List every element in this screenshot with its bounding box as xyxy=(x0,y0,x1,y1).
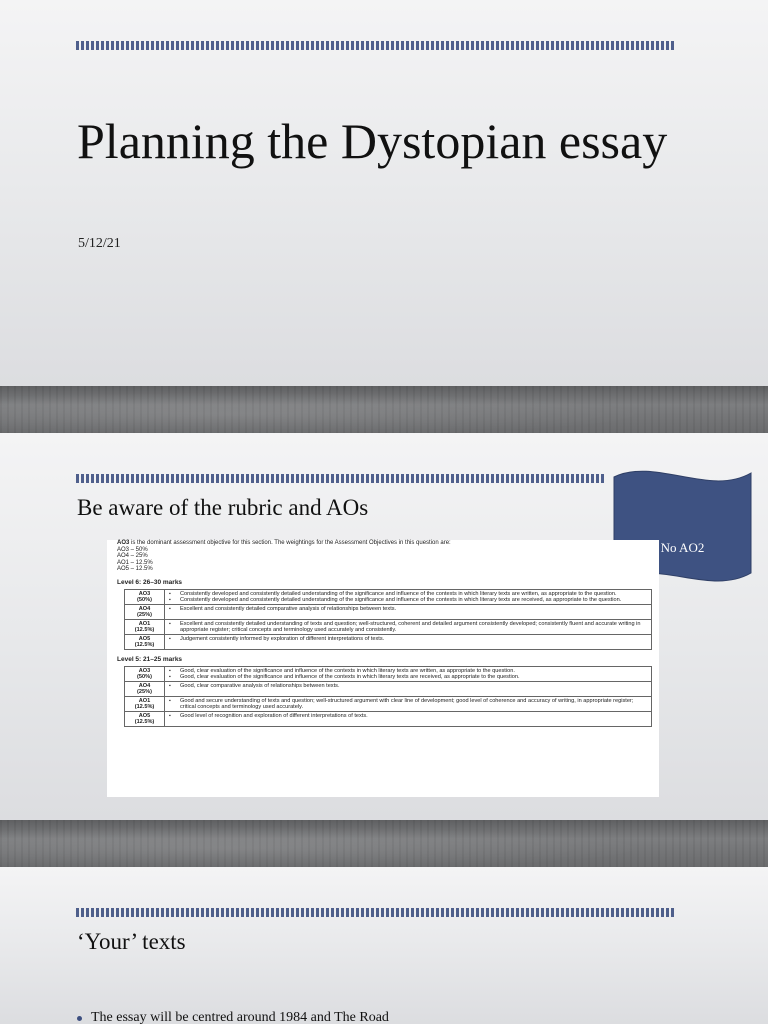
weight-line: AO5 – 12.5% xyxy=(117,566,153,572)
rubric-intro-lead: AO3 xyxy=(117,540,130,546)
table-row xyxy=(125,681,652,696)
table-row xyxy=(125,634,652,649)
level-title: Level 6: 26–30 marks xyxy=(117,578,183,586)
ao-cell: AO1 (12.5%) xyxy=(125,696,165,711)
list-item: The essay will be centred around 1984 and The Road xyxy=(77,1010,389,1024)
slide-divider xyxy=(0,820,768,867)
bullet-list xyxy=(77,1010,389,1024)
slide-heading: Be aware of the rubric and AOs xyxy=(77,495,369,520)
decorative-stripe xyxy=(76,474,606,483)
descriptor-item: ▪ Judgement consistently informed by exploration of different interpretations of texts. xyxy=(168,636,648,642)
decorative-stripe xyxy=(76,41,676,50)
slide-title: Planning the Dystopian essay xyxy=(77,113,668,169)
rubric-table xyxy=(124,589,652,650)
descriptor-cell xyxy=(165,666,652,681)
ao-cell: AO4 (25%) xyxy=(125,604,165,619)
rubric-intro xyxy=(117,540,649,573)
decorative-stripe xyxy=(76,908,676,917)
table-row xyxy=(125,711,652,726)
descriptor-cell xyxy=(165,604,652,619)
slide-heading: ‘Your’ texts xyxy=(77,929,186,954)
level-title: Level 5: 21–25 marks xyxy=(117,655,183,663)
title-slide xyxy=(0,0,768,386)
rubric-levels xyxy=(117,579,649,727)
banner-label: No AO2 xyxy=(660,540,705,555)
descriptor-cell xyxy=(165,711,652,726)
ao-cell: AO5 (12.5%) xyxy=(125,634,165,649)
weight-line: AO4 – 25% xyxy=(117,553,148,559)
descriptor-cell xyxy=(165,619,652,634)
slide-date: 5/12/21 xyxy=(78,236,121,251)
descriptor-item: ▪ Excellent and consistently detailed understanding of texts and question; well-structured, coherent and detailed argument consistently developed; consistently fluent and accurate writing in appropriate register; critical concepts and terminology used accurately and consistently. xyxy=(168,621,648,633)
rubric-intro-text: is the dominant assessment objective for this section. The weightings for the Assessment Objectives in this question are: xyxy=(129,540,451,546)
descriptor-item: ▪ Consistently developed and consistently detailed understanding of the significance and influence of the contexts in which literary texts are received, as appropriate to the question. xyxy=(168,597,648,603)
descriptor-item: ▪ Consistently developed and consistently detailed understanding of the significance and influence of the contexts in which literary texts are written, as appropriate to the question. xyxy=(168,591,648,597)
ao-cell: AO1 (12.5%) xyxy=(125,619,165,634)
slide-divider xyxy=(0,386,768,433)
weight-line: AO3 – 50% xyxy=(117,546,148,553)
table-row xyxy=(125,589,652,604)
descriptor-item: ▪ Good, clear evaluation of the significance and influence of the contexts in which literary texts are written, as appropriate to the question. xyxy=(168,668,648,674)
descriptor-cell xyxy=(165,589,652,604)
table-row xyxy=(125,619,652,634)
descriptor-item: ▪ Good, clear evaluation of the significance and influence of the contexts in which literary texts are received, as appropriate to the question. xyxy=(168,674,648,680)
ao-cell: AO3 (50%) xyxy=(125,589,165,604)
ao-cell: AO3 (50%) xyxy=(125,666,165,681)
rubric-slide xyxy=(0,433,768,820)
descriptor-item: ▪ Excellent and consistently detailed comparative analysis of relationships between texts. xyxy=(168,606,648,612)
table-row xyxy=(125,604,652,619)
rubric-weights xyxy=(117,547,649,573)
table-row xyxy=(125,666,652,681)
table-row xyxy=(125,696,652,711)
rubric-table xyxy=(124,666,652,727)
descriptor-cell xyxy=(165,696,652,711)
ao-cell: AO5 (12.5%) xyxy=(125,711,165,726)
descriptor-cell xyxy=(165,634,652,649)
rubric-image xyxy=(107,540,659,797)
descriptor-item: ▪ Good and secure understanding of texts and question; well-structured argument with clear line of development; good level of coherence and accuracy of writing, in appropriate register; critical concepts and terminology used accurately. xyxy=(168,698,648,710)
descriptor-item: ▪ Good, clear comparative analysis of relationships between texts. xyxy=(168,683,648,689)
ao-cell: AO4 (25%) xyxy=(125,681,165,696)
descriptor-cell xyxy=(165,681,652,696)
texts-slide xyxy=(0,867,768,1024)
weight-line: AO1 – 12.5% xyxy=(117,559,153,566)
descriptor-item: ▪ Good level of recognition and exploration of different interpretations of texts. xyxy=(168,713,648,719)
